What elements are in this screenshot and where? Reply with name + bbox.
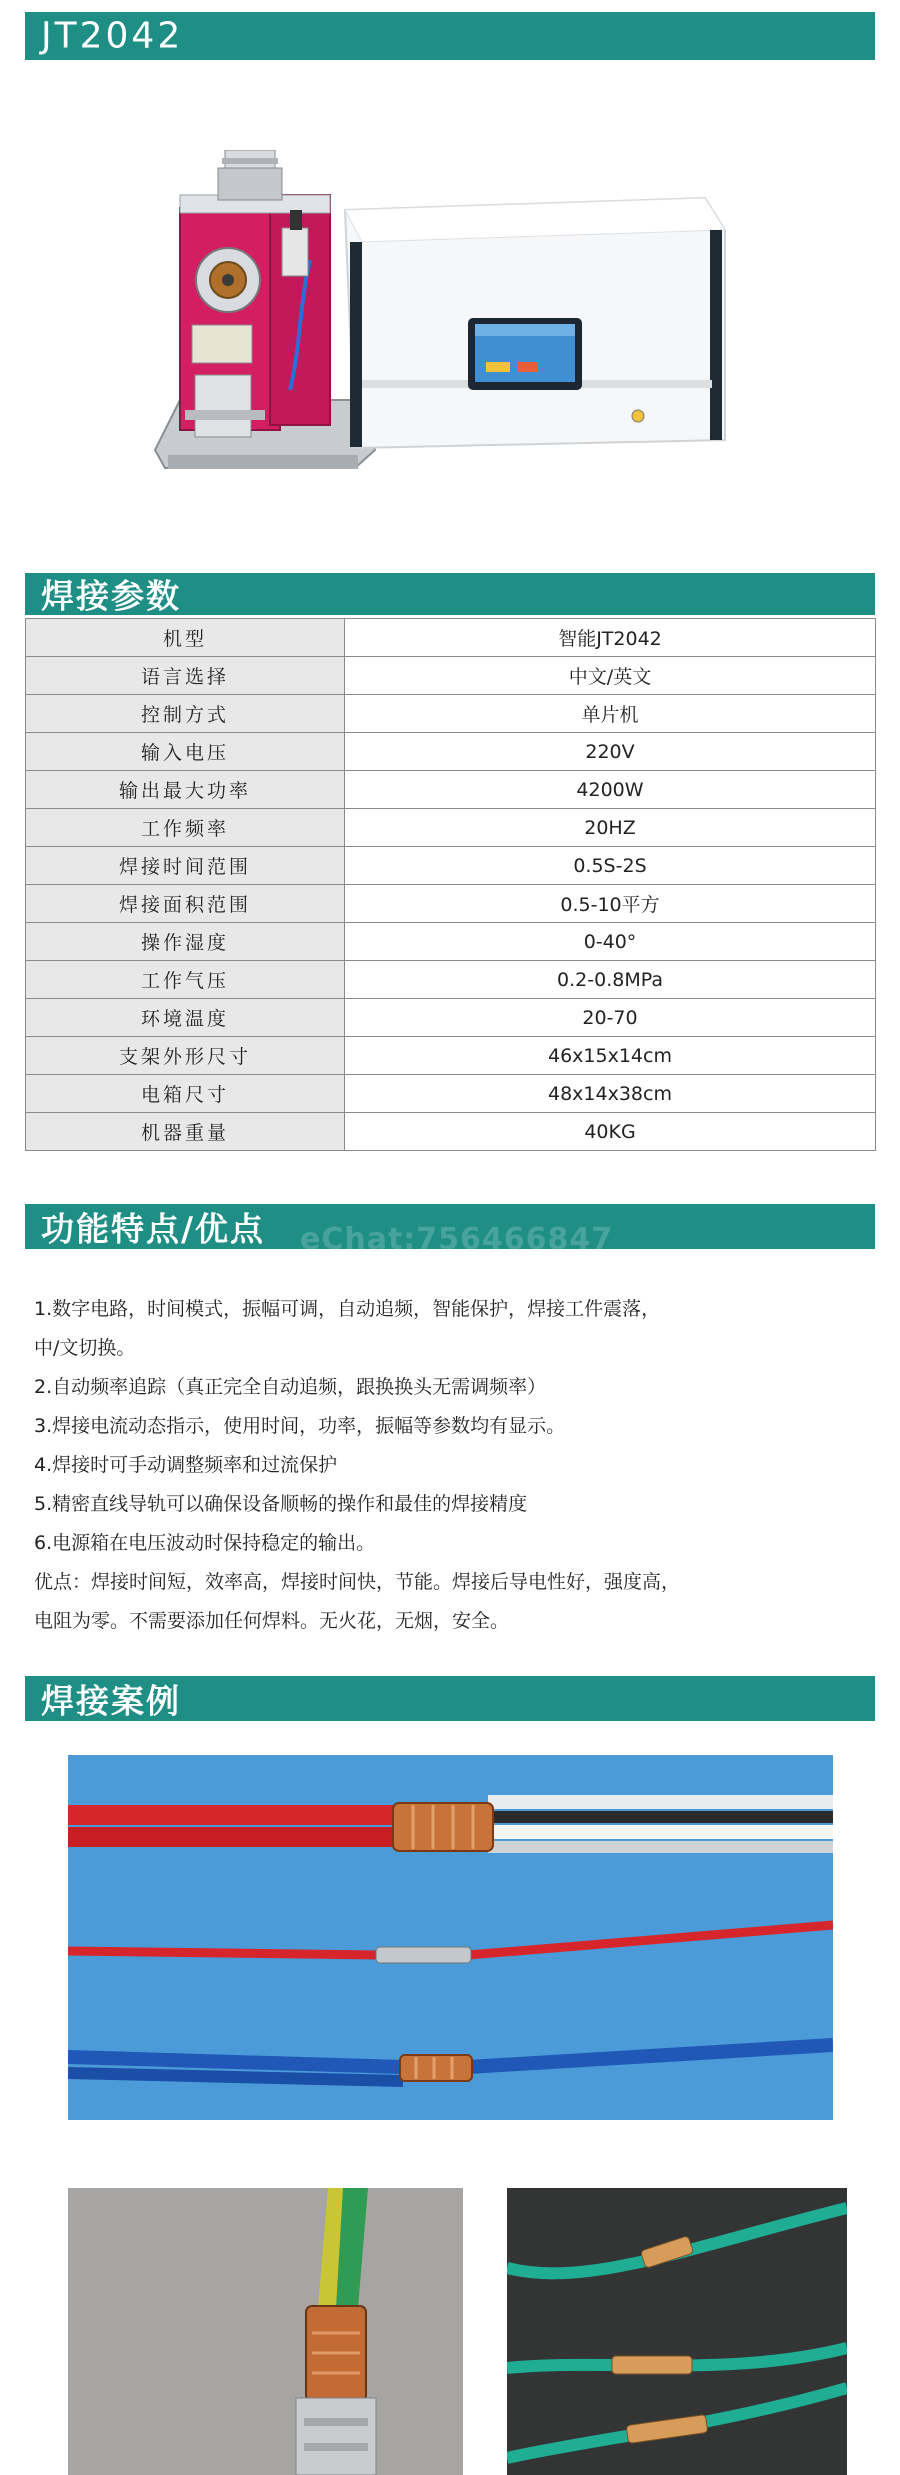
param-value: 46x15x14cm xyxy=(345,1037,876,1075)
table-row xyxy=(26,695,876,733)
features-list xyxy=(34,1290,864,1641)
param-key: 电箱尺寸 xyxy=(26,1075,345,1113)
table-row xyxy=(26,771,876,809)
param-value: 0-40° xyxy=(345,923,876,961)
page-title: JT2042 xyxy=(41,15,184,57)
table-row xyxy=(26,619,876,657)
param-key: 环境温度 xyxy=(26,999,345,1037)
watermark: eChat:756466847 xyxy=(300,1222,614,1257)
features-title: 功能特点/优点 xyxy=(41,1209,266,1248)
param-value: 单片机 xyxy=(345,695,876,733)
case-photo-green-wires xyxy=(507,2188,847,2475)
param-value: 40KG xyxy=(345,1113,876,1151)
param-key: 机器重量 xyxy=(26,1113,345,1151)
cases-title: 焊接案例 xyxy=(41,1681,181,1720)
param-key: 语言选择 xyxy=(26,657,345,695)
table-row xyxy=(26,885,876,923)
param-value: 4200W xyxy=(345,771,876,809)
param-key: 焊接面积范围 xyxy=(26,885,345,923)
feature-line: 2.自动频率追踪（真正完全自动追频，跟换换头无需调频率） xyxy=(34,1376,547,1398)
title-bar xyxy=(25,12,875,60)
feature-line: 3.焊接电流动态指示，使用时间，功率，振幅等参数均有显示。 xyxy=(34,1415,566,1437)
cases-bar xyxy=(25,1676,875,1721)
feature-line: 5.精密直线导轨可以确保设备顺畅的操作和最佳的焊接精度 xyxy=(34,1493,528,1515)
param-key: 输出最大功率 xyxy=(26,771,345,809)
params-bar xyxy=(25,573,875,615)
param-value: 0.2-0.8MPa xyxy=(345,961,876,999)
param-value: 中文/英文 xyxy=(345,657,876,695)
feature-line: 6.电源箱在电压波动时保持稳定的输出。 xyxy=(34,1532,376,1554)
table-row xyxy=(26,657,876,695)
param-key: 机型 xyxy=(26,619,345,657)
table-row xyxy=(26,961,876,999)
feature-line: 优点：焊接时间短，效率高，焊接时间快，节能。焊接后导电性好，强度高， xyxy=(34,1571,681,1593)
param-value: 20-70 xyxy=(345,999,876,1037)
param-value: 220V xyxy=(345,733,876,771)
case-photo-wires xyxy=(68,1755,833,2120)
params-table xyxy=(25,618,876,1151)
table-row xyxy=(26,1113,876,1151)
param-key: 工作频率 xyxy=(26,809,345,847)
param-key: 操作湿度 xyxy=(26,923,345,961)
table-row xyxy=(26,809,876,847)
table-row xyxy=(26,1037,876,1075)
feature-line: 4.焊接时可手动调整频率和过流保护 xyxy=(34,1454,338,1476)
param-key: 工作气压 xyxy=(26,961,345,999)
table-row xyxy=(26,847,876,885)
param-key: 输入电压 xyxy=(26,733,345,771)
param-value: 0.5S-2S xyxy=(345,847,876,885)
param-value: 20HZ xyxy=(345,809,876,847)
table-row xyxy=(26,999,876,1037)
param-key: 支架外形尺寸 xyxy=(26,1037,345,1075)
param-key: 控制方式 xyxy=(26,695,345,733)
param-value: 智能JT2042 xyxy=(345,619,876,657)
case-photo-terminal xyxy=(68,2188,463,2475)
param-value: 0.5-10平方 xyxy=(345,885,876,923)
table-row xyxy=(26,1075,876,1113)
product-image xyxy=(150,150,750,490)
feature-line: 中/文切换。 xyxy=(34,1337,136,1359)
params-title: 焊接参数 xyxy=(41,576,181,616)
param-key: 焊接时间范围 xyxy=(26,847,345,885)
feature-line: 1.数字电路，时间模式，振幅可调，自动追频，智能保护，焊接工件震落， xyxy=(34,1298,661,1320)
table-row xyxy=(26,923,876,961)
feature-line: 电阻为零。不需要添加任何焊料。无火花，无烟，安全。 xyxy=(34,1610,510,1632)
table-row xyxy=(26,733,876,771)
param-value: 48x14x38cm xyxy=(345,1075,876,1113)
